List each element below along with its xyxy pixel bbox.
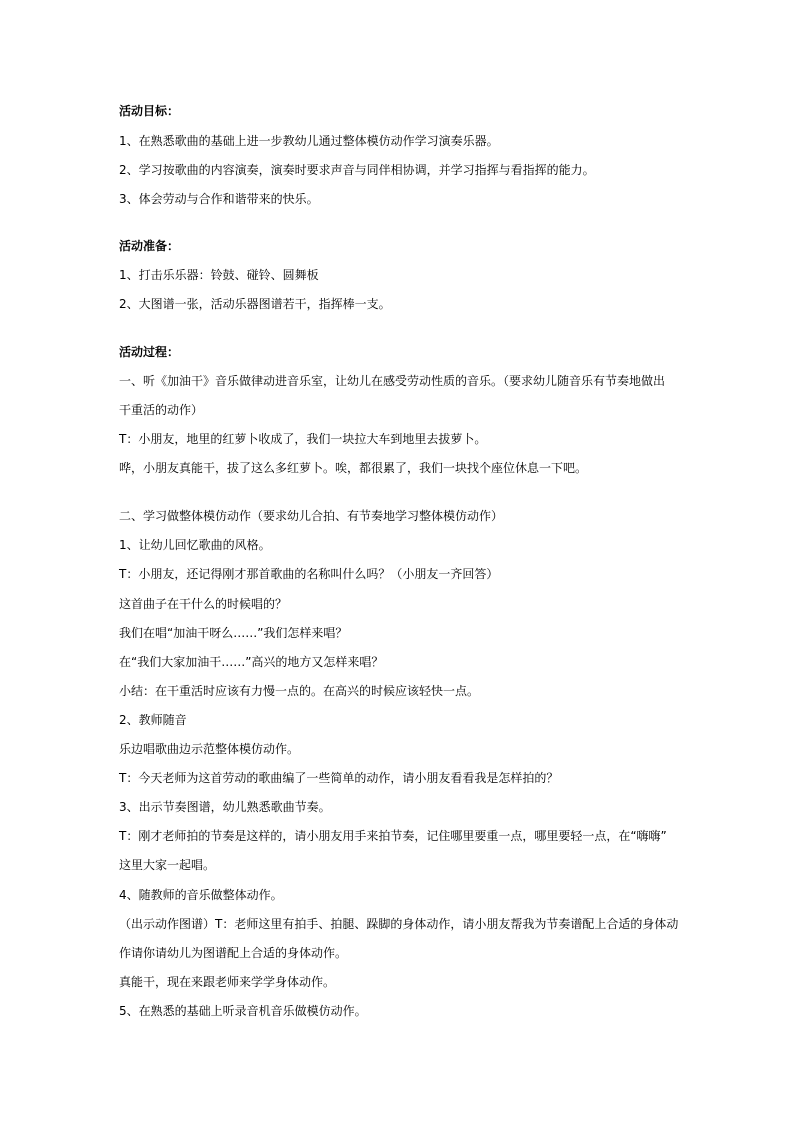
prep-item: 2、大图谱一张，活动乐器图谱若干，指挥棒一支。 xyxy=(119,297,391,311)
section-heading-prep: 活动准备： xyxy=(119,239,180,253)
process-line: 这里大家一起唱。 xyxy=(119,858,216,872)
process-line: 我们在唱“加油干呀么……”我们怎样来唱？ xyxy=(119,626,348,640)
process-line: 这首曲子在干什么的时候唱的？ xyxy=(119,597,288,611)
process-line: 干重活的动作） xyxy=(119,403,204,417)
process-line: 1、让幼儿回忆歌曲的风格。 xyxy=(119,538,271,552)
process-line: T：刚才老师拍的节奏是这样的，请小朋友用手来拍节奏，记住哪里要重一点，哪里要轻一点，在“嗨嗨” xyxy=(119,829,667,843)
section-heading-goals: 活动目标： xyxy=(119,104,180,118)
process-line: 一、听《加油干》音乐做律动进音乐室，让幼儿在感受劳动性质的音乐。（要求幼儿随音乐有节奏地做出 xyxy=(119,374,666,388)
process-line: 哗，小朋友真能干，拔了这么多红萝卜。唉，都很累了，我们一块找个座位休息一下吧。 xyxy=(119,461,588,475)
process-line: 在“我们大家加油干……”高兴的地方又怎样来唱？ xyxy=(119,655,384,669)
process-line: 5、在熟悉的基础上听录音机音乐做模仿动作。 xyxy=(119,1004,367,1018)
section-heading-process: 活动过程： xyxy=(119,345,180,359)
process-line: 作请你请幼儿为图谱配上合适的身体动作。 xyxy=(119,946,348,960)
process-line: T：小朋友，还记得刚才那首歌曲的名称叫什么吗？（小朋友一齐回答） xyxy=(119,567,499,581)
process-line: （出示动作图谱）T：老师这里有拍手、拍腿、跺脚的身体动作，请小朋友帮我为节奏谱配上合适的身体动 xyxy=(119,917,679,931)
process-line: T：小朋友，地里的红萝卜收成了，我们一块拉大车到地里去拔萝卜。 xyxy=(119,432,487,446)
process-line: 真能干，现在来跟老师来学学身体动作。 xyxy=(119,975,336,989)
process-line: 4、随教师的音乐做整体动作。 xyxy=(119,888,283,902)
process-line: 小结：在干重活时应该有力慢一点的。在高兴的时候应该轻快一点。 xyxy=(119,684,480,698)
goal-item: 3、体会劳动与合作和谐带来的快乐。 xyxy=(119,192,319,206)
goal-item: 1、在熟悉歌曲的基础上进一步教幼儿通过整体模仿动作学习演奏乐器。 xyxy=(119,134,499,148)
goal-item: 2、学习按歌曲的内容演奏，演奏时要求声音与同伴相协调，并学习指挥与看指挥的能力。 xyxy=(119,163,595,177)
process-line: 3、出示节奏图谱，幼儿熟悉歌曲节奏。 xyxy=(119,800,331,814)
process-line: 2、教师随音 xyxy=(119,713,187,727)
prep-item: 1、打击乐乐器：铃鼓、碰铃、圆舞板 xyxy=(119,268,319,282)
process-line: 二、学习做整体模仿动作（要求幼儿合拍、有节奏地学习整体模仿动作） xyxy=(119,509,504,523)
process-line: T：今天老师为这首劳动的歌曲编了一些简单的动作，请小朋友看看我是怎样拍的？ xyxy=(119,771,559,785)
process-line: 乐边唱歌曲边示范整体模仿动作。 xyxy=(119,742,300,756)
